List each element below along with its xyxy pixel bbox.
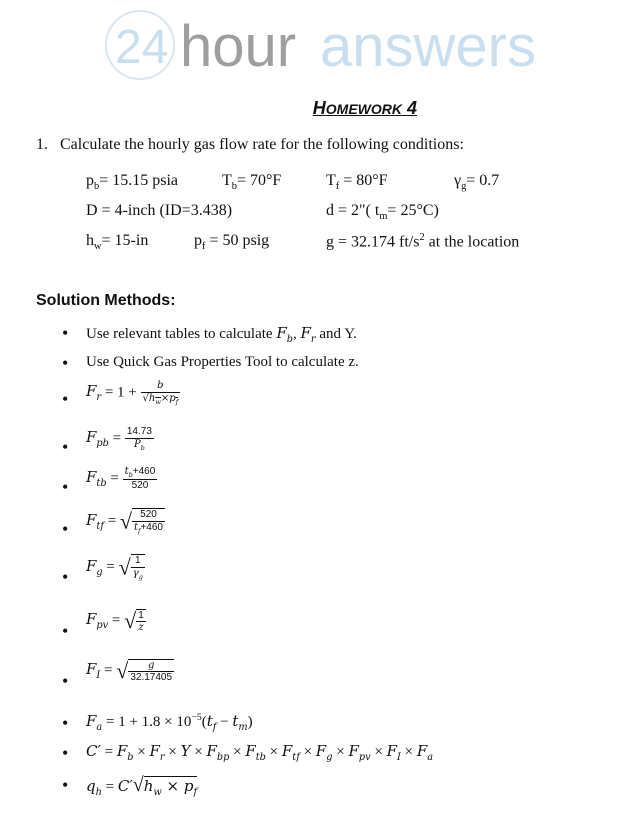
condition-pb: $p_b= 15.15$ psia <box>86 172 178 193</box>
bullet: • <box>62 743 69 763</box>
condition-diameter: D = 4-inch (ID=3.438) <box>86 202 233 219</box>
formula-qh: $q_h = C'√h_w \times p_f$ <box>86 774 198 798</box>
bullet: • <box>62 519 69 539</box>
logo-word-dark: hour <box>180 14 297 79</box>
logo-word-light: answers <box>320 14 536 79</box>
formula-fa: $F_a = 1 + 1.8 \times 10^{-5}(t_f - t_m)$ <box>86 712 253 733</box>
bullet: • <box>62 477 69 497</box>
condition-gravity: g = 32.174 $ft/s^2$ at the location <box>326 232 520 251</box>
condition-gamma: $\gamma_g= 0.7$ <box>454 172 500 193</box>
formula-fr: $F_r = 1$ + $\frac{b}{√h_w\times p_f}$ <box>86 380 179 406</box>
homework-title: HOMEWORK 4 <box>312 98 417 118</box>
bullet: • <box>62 323 69 343</box>
bullet: • <box>62 389 69 409</box>
formula-fg: $F_g$ = √ $\frac{1}{\gamma_g}$ <box>86 554 143 581</box>
formula-ftf: $F_{tf}$ = √ $\frac{520}{t_f+460}$ <box>86 508 163 535</box>
solution-item-tables: Use relevant tables to calculate $F_b$, $F_r$ and Y. <box>86 324 357 345</box>
condition-tb: $T_b= 70^\circ F$ <box>222 172 282 193</box>
bullet: • <box>62 621 69 641</box>
condition-hw: $h_w= 15-in$ <box>86 232 149 253</box>
formula-c-prime: $C' = F_b \times F_r \times Y \times F_{bp} \times F_{tb} \times F_{tf} \times F_g \times F_{pv} \times F_I \times F_a$ <box>86 742 434 763</box>
condition-orifice: d = 2"( $t_m= 25^\circ C$) <box>326 202 439 223</box>
condition-pf: $p_f = 50$ psig <box>194 232 270 253</box>
bullet: • <box>62 713 69 733</box>
logo <box>100 8 600 80</box>
bullet: • <box>62 775 69 795</box>
question-text: Calculate the hourly gas flow rate for the following conditions: <box>60 136 464 153</box>
formula-ftb: $F_{tb}$ = $\frac{t_b+460}{520}$ <box>86 466 156 492</box>
formula-fpb: $F_{pb}$ = $\frac{14.73}{P_b}$ <box>86 426 152 452</box>
logo-number: 24 <box>115 21 169 74</box>
question <box>36 136 464 154</box>
bullet: • <box>62 437 69 457</box>
solution-heading: Solution Methods: <box>36 292 176 309</box>
condition-tf: $T_f = 80^\circ F$ <box>326 172 388 193</box>
bullet: • <box>62 567 69 587</box>
bullet: • <box>62 353 69 373</box>
solution-item-tool: Use Quick Gas Properties Tool to calculate z. <box>86 354 359 370</box>
logo-graphic <box>100 8 600 80</box>
question-number: 1. <box>36 136 48 153</box>
formula-fi: $F_I$ = √ $\frac{g}{32.17405}$ <box>86 658 173 683</box>
formula-fpv: $F_{pv}$ = √ $\frac{1}{z}$ <box>86 608 144 633</box>
bullet: • <box>62 671 69 691</box>
